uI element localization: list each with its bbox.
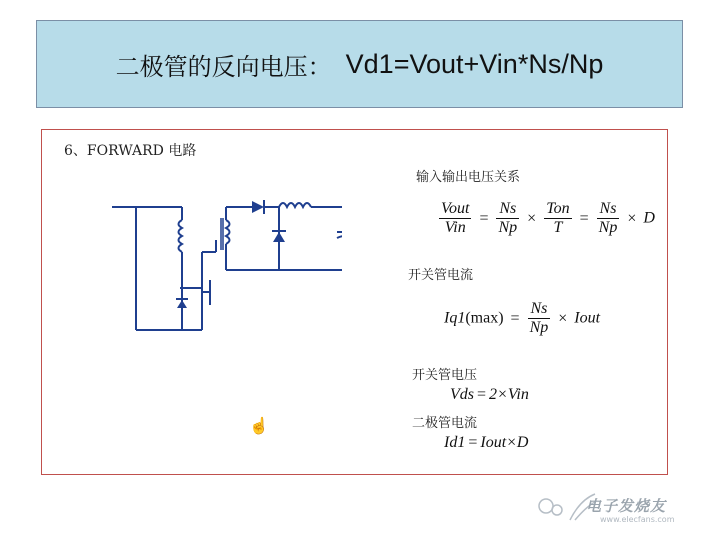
equation-iq: Iq1(max) = $\frac{Ns}{Np}$ × Iout xyxy=(444,300,601,336)
diode-d2 xyxy=(273,232,285,242)
primary-winding xyxy=(179,220,183,252)
watermark-text: 电子发烧友 xyxy=(586,497,667,515)
title-banner xyxy=(36,20,683,108)
panel-heading: 6、FORWARD 电路 xyxy=(64,143,197,159)
diode-d3 xyxy=(177,300,187,308)
equation-id: Id1 = Iout×D xyxy=(444,434,529,452)
title-label: 二极管的反向电压： xyxy=(115,52,332,81)
forward-circuit-panel xyxy=(41,129,668,475)
section-voltage-label: 开关管电压 xyxy=(412,368,478,383)
equation-vds: Vds = 2×Vin xyxy=(450,386,529,404)
section-current-label: 开关管电流 xyxy=(408,268,474,283)
section-diode-label: 二极管电流 xyxy=(412,416,478,431)
diode-d1 xyxy=(252,201,264,213)
inductor-l xyxy=(279,203,311,207)
title-formula: Vd1=Vout+Vin*Ns/Np xyxy=(345,48,604,79)
watermark-url: www.elecfans.com xyxy=(600,515,675,524)
equation-io: $\frac{\text{Vout}}{\text{Vin}}$ = $\frac{Ns}{Np}$ × $\frac{\text{Ton}}{T}$ = $\frac{Ns}{Np}$ × D xyxy=(441,200,655,236)
section-io-label: 输入输出电压关系 xyxy=(416,170,521,185)
forward-circuit-diagram xyxy=(102,180,342,340)
hand-cursor-icon: ☝ xyxy=(249,416,269,435)
secondary-winding xyxy=(226,220,230,244)
